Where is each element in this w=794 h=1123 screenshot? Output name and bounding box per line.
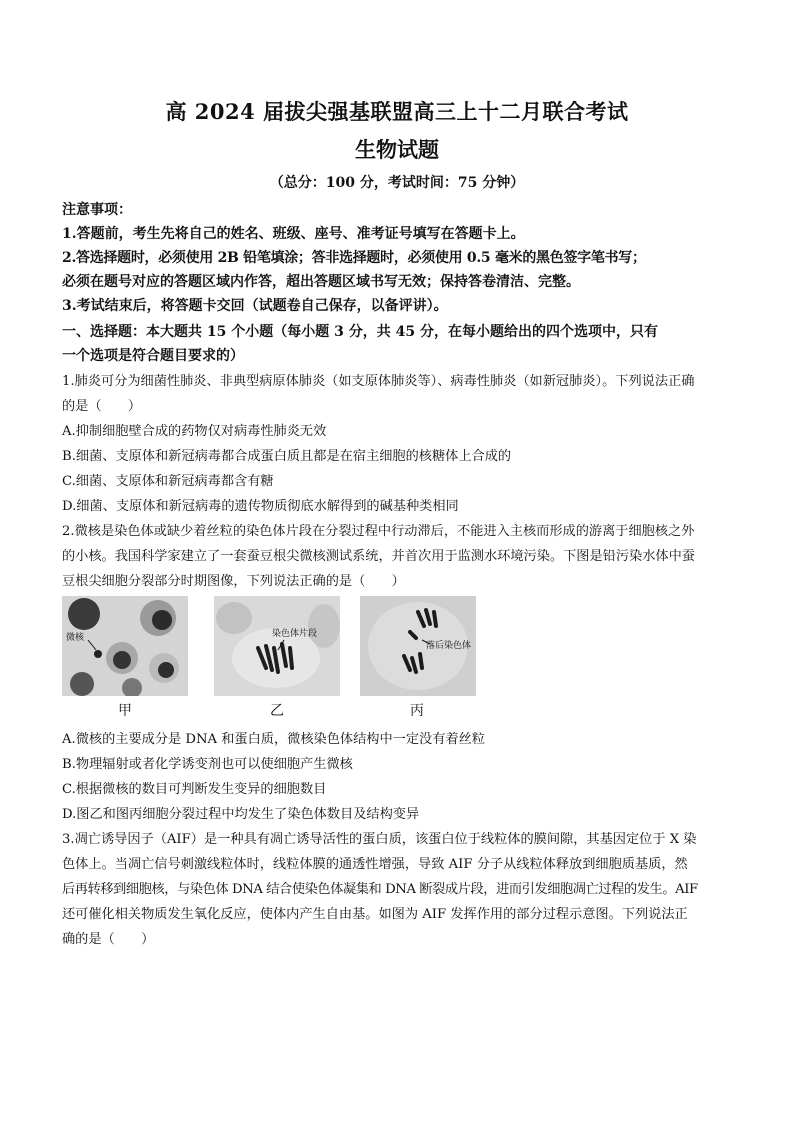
figure-label: 乙 [270, 703, 284, 719]
q2-figures [62, 596, 482, 722]
q1-stem-cont: 的是（ ） [62, 399, 142, 414]
q1-option-a: A.抑制细胞壁合成的药物仅对病毒性肺炎无效 [62, 424, 327, 439]
q3-stem-cont: 后再转移到细胞核，与染色体 DNA 结合使染色体凝集和 DNA 断裂成片段，进而引发细胞凋亡过程的发生。AIF [62, 882, 698, 897]
q2-option-c: C.根据微核的数目可判断发生变异的细胞数目 [62, 782, 327, 797]
q1-option-b: B.细菌、支原体和新冠病毒都合成蛋白质且都是在宿主细胞的核糖体上合成的 [62, 449, 512, 464]
figure-annotation: 染色体片段 [272, 629, 318, 639]
note-item: 1.答题前，考生先将自己的姓名、班级、座号、准考证号填写在答题卡上。 [62, 226, 525, 242]
notes-heading: 注意事项： [62, 202, 132, 218]
q1-option-c: C.细菌、支原体和新冠病毒都含有糖 [62, 474, 274, 489]
note-item: 3.考试结束后，将答题卡交回（试题卷自己保存，以备评讲）。 [62, 298, 448, 314]
micrograph-bing [360, 596, 476, 696]
figure-label: 甲 [118, 703, 132, 719]
q3-stem: 3.凋亡诱导因子（AIF）是一种具有凋亡诱导活性的蛋白质，该蛋白位于线粒体的膜间隙，其基因定位于 X 染 [62, 832, 697, 847]
section-heading-cont: 一个选项是符合题目要求的） [62, 348, 244, 364]
q2-stem: 2.微核是染色体或缺少着丝粒的染色体片段在分裂过程中行动滞后，不能进入主核而形成的游离于细胞核之外 [62, 524, 695, 539]
micrograph-yi [214, 596, 340, 696]
micrograph-jia [62, 596, 188, 696]
q2-stem-cont: 的小核。我国科学家建立了一套蚕豆根尖微核测试系统，并首次用于监测水环境污染。下图是铅污染水体中蚕 [62, 549, 695, 564]
note-item: 2.答选择题时，必须使用 2B 铅笔填涂；答非选择题时，必须使用 0.5 毫米的黑色签字笔书写； [62, 250, 646, 266]
figure-label: 丙 [410, 703, 424, 719]
q2-option-a: A.微核的主要成分是 DNA 和蛋白质，微核染色体结构中一定没有着丝粒 [62, 732, 485, 747]
exam-info: （总分：100 分，考试时间：75 分钟） [269, 175, 525, 191]
q2-option-b: B.物理辐射或者化学诱变剂也可以使细胞产生微核 [62, 757, 353, 772]
q3-stem-cont: 确的是（ ） [62, 932, 155, 947]
q1-stem: 1.肺炎可分为细菌性肺炎、非典型病原体肺炎（如支原体肺炎等）、病毒性肺炎（如新冠肺炎）。下列说法正确 [62, 374, 695, 389]
q2-stem-cont: 豆根尖细胞分裂部分时期图像，下列说法正确的是（ ） [62, 574, 405, 589]
figure-annotation: 落后染色体 [426, 641, 472, 651]
exam-title: 高 2024 届拔尖强基联盟高三上十二月联合考试 [165, 99, 629, 124]
q3-stem-cont: 还可催化相关物质发生氧化反应，使体内产生自由基。如图为 AIF 发挥作用的部分过程示意图。下列说法正 [62, 907, 688, 922]
q2-option-d: D.图乙和图丙细胞分裂过程中均发生了染色体数目及结构变异 [62, 807, 420, 822]
q1-option-d: D.细菌、支原体和新冠病毒的遗传物质彻底水解得到的碱基种类相同 [62, 499, 459, 514]
figure-annotation: 微核 [66, 633, 85, 643]
subject-title: 生物试题 [355, 137, 439, 162]
section-heading: 一、选择题：本大题共 15 个小题（每小题 3 分，共 45 分，在每小题给出的四个选项中，只有 [62, 324, 658, 340]
note-item: 必须在题号对应的答题区域内作答，超出答题区域书写无效；保持答卷清洁、完整。 [62, 274, 580, 290]
q3-stem-cont: 色体上。当凋亡信号刺激线粒体时，线粒体膜的通透性增强，导致 AIF 分子从线粒体释放到细胞质基质，然 [62, 857, 688, 872]
